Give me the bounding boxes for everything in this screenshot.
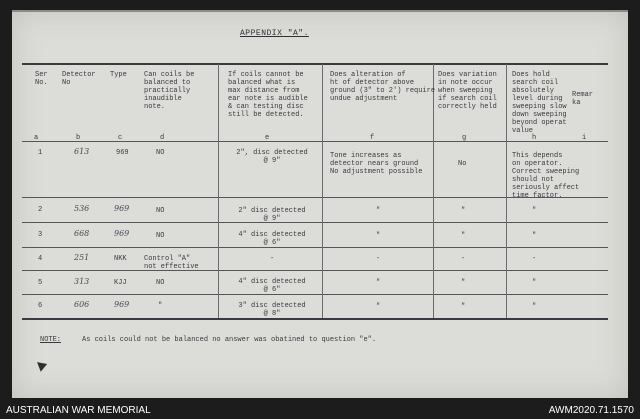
header-h: Does hold search coil absolutely level during sweeping slow down sweeping beyond operat value [512,71,567,135]
row3-f: " [376,232,381,240]
col-letter-h: h [532,134,537,142]
row1-h: This depends on operator. Correct sweeping should not seriously affect time factor. [512,152,580,200]
row5-d: NO [156,279,165,287]
row1-d: NO [156,149,165,157]
row5-h: " [532,279,537,287]
note-text: As coils could not be balanced no answer was obatined to question "e". [82,336,377,344]
header-detector: Detector No [62,71,96,87]
row6-ser: 6 [38,302,43,310]
row2-detector: 536 [74,204,90,213]
col-letter-a: a [34,134,39,142]
row1-detector: 613 [74,147,90,156]
header-d: Can coils be balanced to practically inaudible note. [144,71,195,111]
row4-ser: 4 [38,255,43,263]
col-letter-e: e [265,134,270,142]
footer-credit: AUSTRALIAN WAR MEMORIAL [6,405,151,416]
row2-e: 2" disc detected @ 9" [238,207,306,223]
table-bottom-rule [22,318,608,320]
row3-h: " [532,232,537,240]
row2-d: NO [156,207,165,215]
row5-type: KJJ [114,279,127,287]
row6-d: " [158,302,163,310]
row-rule [22,294,608,295]
sheet-edge [12,10,628,12]
col-letter-g: g [462,134,467,142]
row5-ser: 5 [38,279,43,287]
row-rule [22,270,608,271]
row4-type: NKK [114,255,127,263]
row4-detector: 251 [74,253,90,262]
row6-h: " [532,303,537,311]
row5-e: 4" disc detected @ 6" [238,278,306,294]
row1-e: 2", disc detected @ 9" [236,149,308,165]
row3-detector: 668 [74,229,90,238]
header-f: Does alteration of ht of detector above ground (3" to 2') require undue adjustment [330,71,436,103]
row1-f: Tone increases as detector nears ground No adjustment possible [330,152,423,176]
row5-f: " [376,279,381,287]
row2-g: " [461,207,466,215]
row2-ser: 2 [38,206,43,214]
row-rule [22,247,608,248]
row4-h: - [532,255,537,263]
row1-g: No [458,160,467,168]
row6-e: 3" disc detected @ 8" [238,302,306,318]
header-g: Does variation in note occur when sweeping if search coil correctly held [438,71,497,111]
row6-f: " [376,303,381,311]
row2-f: " [376,207,381,215]
document-title: APPENDIX "A". [240,29,309,38]
col-letter-b: b [76,134,81,142]
row4-f: - [376,255,381,263]
column-divider [218,64,219,318]
header-ser: Ser No. [35,71,48,87]
row2-type: 969 [114,204,130,213]
row5-detector: 313 [74,277,90,286]
row4-d: Control "A" not effective [144,255,199,271]
header-type: Type [110,71,127,79]
row2-h: " [532,207,537,215]
header-rule [22,141,608,142]
col-letter-f: f [370,134,375,142]
row4-e: - [270,255,275,263]
table-top-rule [22,63,608,65]
col-letter-d: d [160,134,165,142]
col-letter-c: c [118,134,123,142]
header-i: Remar ka [572,91,594,107]
note-label: NOTE: [40,336,62,344]
row3-d: NO [156,232,165,240]
row5-g: " [461,279,466,287]
header-e: If coils cannot be balanced what is max distance from ear note is audible & can testing disc still be detected. [228,71,308,119]
row6-g: " [461,303,466,311]
row3-g: " [461,232,466,240]
row6-detector: 606 [74,300,90,309]
column-divider [322,64,323,318]
row4-g: - [461,255,466,263]
row3-type: 969 [114,229,130,238]
row1-ser: 1 [38,149,43,157]
row6-type: 969 [114,300,130,309]
row1-type: 969 [116,149,129,157]
footer-accession-number: AWM2020.71.1570 [548,405,634,416]
column-divider [506,64,507,318]
row3-ser: 3 [38,231,43,239]
col-letter-i: i [582,134,587,142]
row3-e: 4" disc detected @ 6" [238,231,306,247]
